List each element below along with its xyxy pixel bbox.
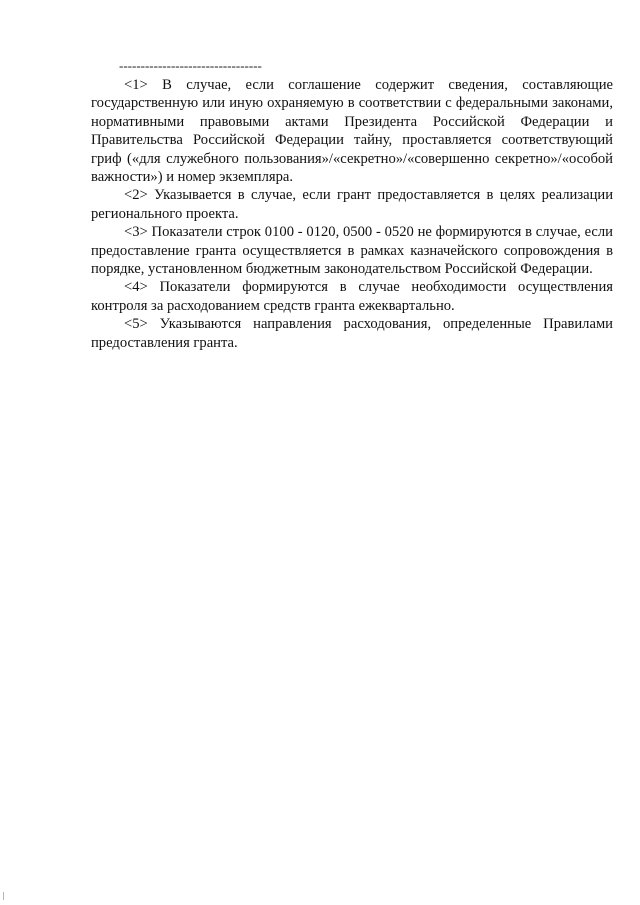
footnote-1: <1> В случае, если соглашение содержит сведения, составляющие государственную или иную охраняемую в соответствии с федеральными законами, нормативными правовыми актами Президента Российской Федерации и Правительства Российской Федерации тайну, проставляется соответствующий гриф («для служебного пользования»/«секретно»/«совершенно секретно»/«особой важности») и номер экземпляра. [91,77,613,186]
footnote-3: <3> Показатели строк 0100 - 0120, 0500 - 0520 не формируются в случае, если предоставление гранта осуществляется в рамках казначейского сопровождения в порядке, установленном бюджетным законодательством Российской Федерации. [91,224,613,278]
scan-edge-mark [3,892,4,900]
document-page [91,58,613,352]
footnote-5: <5> Указываются направления расходования, определенные Правилами предоставления гранта. [91,316,613,351]
footnote-separator: --------------------------------- [119,58,262,73]
footnote-4: <4> Показатели формируются в случае необходимости осуществления контроля за расходованием средств гранта ежеквартально. [91,279,613,314]
footnote-2: <2> Указывается в случае, если грант предоставляется в целях реализации регионального проекта. [91,187,613,222]
